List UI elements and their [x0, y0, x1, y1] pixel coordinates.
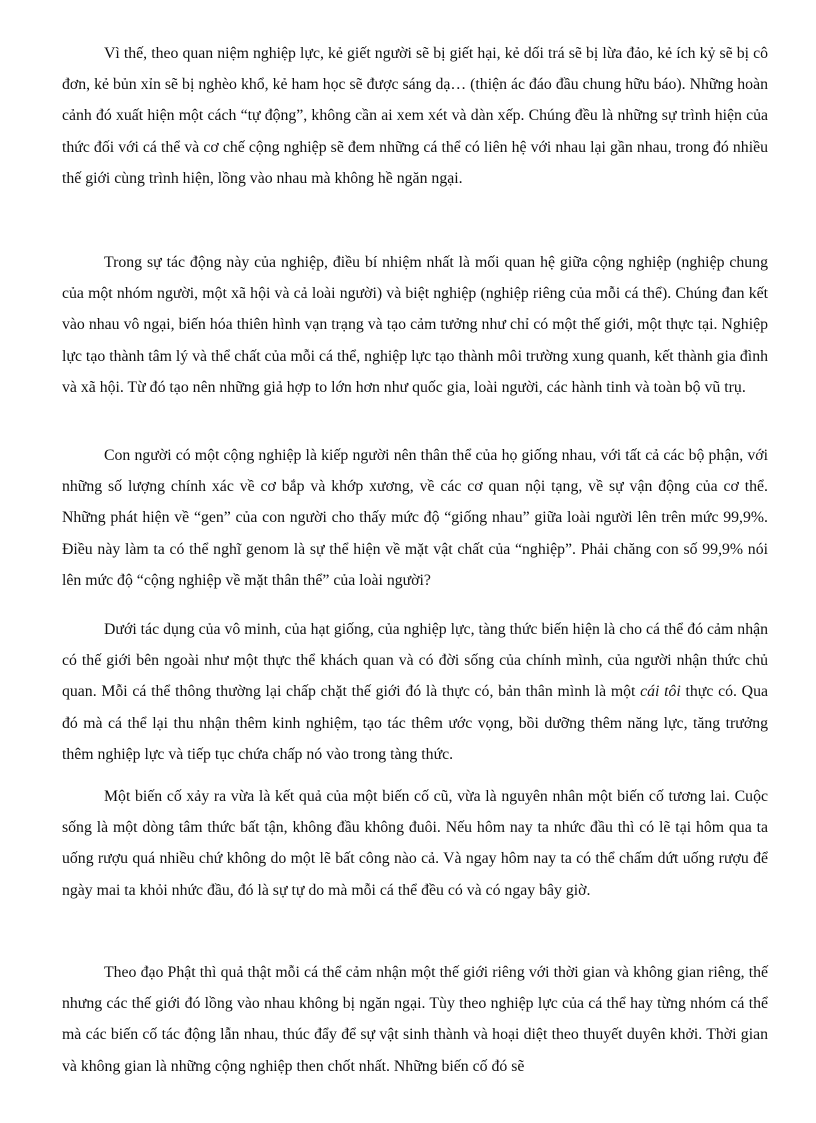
paragraph-3: Con người có một cộng nghiệp là kiếp người nên thân thể của họ giống nhau, với tất cả các bộ phận, với những số lượng chính xác về cơ bắp và khớp xương, về các cơ quan nội tạng, về sự vận động của cơ thể. Những phát hiện về “gen” của con người cho thấy mức độ “giống nhau” giữa loài người lên trên mức 99,9%. Điều này làm ta có thể nghĩ genom là sự thể hiện về mặt vật chất của “nghiệp”. Phải chăng con số 99,9% nói lên mức độ “cộng nghiệp về mặt thân thể” của loài người?: [62, 447, 768, 589]
paragraph-2: Trong sự tác động này của nghiệp, điều bí nhiệm nhất là mối quan hệ giữa cộng nghiệp (nghiệp chung của một nhóm người, một xã hội và cả loài người) và biệt nghiệp (nghiệp riêng của mỗi cá thể). Chúng đan kết vào nhau vô ngại, biến hóa thiên hình vạn trạng và tạo cảm tưởng như chỉ có một thế giới, một thực tại. Nghiệp lực tạo thành tâm lý và thể chất của mỗi cá thể, nghiệp lực tạo thành môi trường xung quanh, kết thành gia đình và xã hội. Từ đó tạo nên những giả hợp to lớn hơn như quốc gia, loài người, các hành tinh và toàn bộ vũ trụ.: [62, 254, 768, 396]
paragraph-5: Một biến cố xảy ra vừa là kết quả của một biến cố cũ, vừa là nguyên nhân một biến cố tương lai. Cuộc sống là một dòng tâm thức bất tận, không đầu không đuôi. Nếu hôm nay ta nhức đầu thì có lẽ tại hôm qua ta uống rượu quá nhiều chứ không do một lẽ bất công nào cả. Và ngay hôm nay ta có thể chấm dứt uống rượu để ngày mai ta khỏi nhức đầu, đó là sự tự do mà mỗi cá thể đều có và có ngay bây giờ.: [62, 788, 768, 899]
paragraph-6: Theo đạo Phật thì quả thật mỗi cá thể cảm nhận một thế giới riêng với thời gian và không gian riêng, thế nhưng các thế giới đó lồng vào nhau không bị ngăn ngại. Tùy theo nghiệp lực của cá thể hay từng nhóm cá thể mà các biến cố tác động lẫn nhau, thúc đẩy để sự vật sinh thành và hoại diệt theo thuyết duyên khởi. Thời gian và không gian là những cộng nghiệp then chốt nhất. Những biến cố đó sẽ: [62, 964, 768, 1075]
paragraph-4-italic-term: cái tôi: [640, 683, 681, 701]
paragraph-4-text-before: Dưới tác dụng của vô minh, của hạt giống, của nghiệp lực, tàng thức biến hiện là cho cá thể đó cảm nhận có thế giới bên ngoài như một thực thể khách quan và có đời sống của chính mình, của người nhận thức chủ quan. Mỗi cá thể thông thường lại chấp chặt thế giới đó là thực có, bản thân mình là một: [62, 621, 768, 701]
paragraph-4: [62, 614, 768, 770]
paragraph-4-text-after: thực có. Qua đó mà cá thể lại thu nhận thêm kinh nghiệm, tạo tác thêm ước vọng, bồi dưỡng thêm năng lực, tăng trưởng thêm nghiệp lực và tiếp tục chứa chấp nó vào trong tàng thức.: [62, 683, 768, 763]
paragraph-1: Vì thế, theo quan niệm nghiệp lực, kẻ giết người sẽ bị giết hại, kẻ dối trá sẽ bị lừa đảo, kẻ ích kỷ sẽ bị cô đơn, kẻ bủn xỉn sẽ bị nghèo khổ, kẻ ham học sẽ được sáng dạ… (thiện ác đáo đầu chung hữu báo). Những hoàn cảnh đó xuất hiện một cách “tự động”, không cần ai xem xét và dàn xếp. Chúng đều là những sự trình hiện của thức đối với cá thể và cơ chế cộng nghiệp sẽ đem những cá thể có liên hệ với nhau lại gần nhau, trong đó nhiều thế giới cùng trình hiện, lồng vào nhau mà không hề ngăn ngại.: [62, 45, 768, 187]
